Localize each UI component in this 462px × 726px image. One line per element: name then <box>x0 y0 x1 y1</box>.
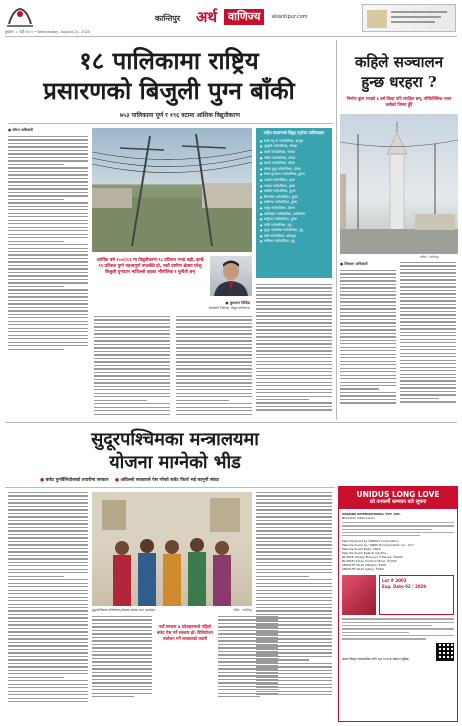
list-item: ● नाम्खा गाउँपालिका, हुम्ला <box>259 184 329 190</box>
ad-header <box>339 487 457 509</box>
list-item: ● खर्पुनाथ गाउँपालिका, हुम्ला <box>259 217 329 223</box>
mid-bullets: ● बजेट पुनर्विनियोजको तयारीमा सरकार ● अघिल्लो सरकारले पेस गरेको बजेट फिर्ता भई कानुनी संकट <box>40 478 219 483</box>
list-item: ● कालिकोट गाउँपालिका, कालिकोट <box>259 212 329 218</box>
ad-product-image <box>342 575 376 615</box>
mid-headline-line2: योजना माग्नेको भीड <box>109 452 241 473</box>
quote-title: कार्यकारी निर्देशक, विद्युत प्राधिकरण <box>208 306 250 310</box>
list-item: ● ताँसेन गाउँपालिका, दोल्पा <box>259 156 329 162</box>
ad-item: BLUSSE (Grape Flavour) 3 Pieces: ₹2000 <box>342 555 403 560</box>
lead-headline-line1: १८ पालिकामा राष्ट्रिय <box>79 46 259 75</box>
mid-headline-line1: सुदूरपश्चिमका मन्त्रालयमा <box>91 429 259 450</box>
list-item: ● छार्का गाउँपालिका, दोल्पा <box>259 161 329 167</box>
lead-headline <box>10 46 328 106</box>
mid-photo-caption: सुदूरपश्चिमको मन्त्रिपरिषद् बैठकमा योजना माग्न आउनेहरू <box>92 608 156 612</box>
ad-item: Manufactured Date: 2024 <box>342 547 381 552</box>
ad-company-1: GRANDE INTERNATIONAL PVT. LTD. <box>342 512 401 516</box>
list-item: ● मुगुम कार्मारोङ गाउँपालिका, मुगु <box>259 228 329 234</box>
mid-bullet-2: अघिल्लो सरकारले पेस गरेको बजेट फिर्ता भई कानुनी संकट <box>120 478 219 483</box>
list-item: ● सिमकोट गाउँपालिका, हुम्ला <box>259 195 329 201</box>
list-item: ● डोल्पो बुद्ध गाउँपालिका, दोल्पा <box>259 167 329 173</box>
list-item: ● मालिका गाउँपालिका, मुगु <box>259 239 329 245</box>
list-item: ● आदर्श गाउँपालिका, हुम्ला <box>259 178 329 184</box>
site-logo-ekantipur <box>5 6 35 28</box>
ad-item: Manufactured Date 8 months <box>342 551 387 556</box>
lead-body-col1 <box>8 136 88 352</box>
right-photo-dharahara <box>340 114 458 254</box>
qr-code-icon[interactable] <box>436 643 454 661</box>
ad-manufactured-by: Manufactured by UNIDUS Corporation <box>342 539 399 544</box>
section-logo-arth: अर्थ <box>196 8 218 26</box>
lead-subheadline: ७५३ पालिकामा पूर्ण र १९६ वटामा आंशिक विद्युतीकरण <box>120 112 240 119</box>
mid-photo-credit: तस्बिर : कान्तिपुर <box>233 608 252 612</box>
right-headline-line1: कहिले सञ्चालन <box>354 53 444 71</box>
right-subheadline: निर्माण कुरा भएको ६ वर्ष बित्दा पनि संरक्षित छन्, पोलिटेक्निक भवन कसैको जिम्मा हुँदै <box>346 96 452 107</box>
website-label[interactable]: ekantipur.com <box>272 14 308 20</box>
ad-exp-date: Exp. Date 02 / 2029 <box>382 584 427 590</box>
right-byline: ● शिवराम अधिकारी <box>340 262 368 266</box>
ad-lot-box <box>379 575 454 615</box>
kantipur-wordmark: कान्तिपुर <box>155 13 181 23</box>
remaining-box-title: राष्ट्रिय प्रसारणको विद्युत् नपुगेका पालिकाहरू <box>263 130 325 135</box>
date-line: बुधबार, ८ भदौ २०८१ • Wednesday, August 21, 2024 <box>5 30 91 34</box>
list-item: ● केलो सुन्दरवन गाउँपालिका, हुम्ला <box>259 172 329 178</box>
mid-bullet-1: बजेट पुनर्विनियोजको तयारीमा सरकार <box>45 478 109 483</box>
list-item: ● काँके गाउँपालिका, मुगु <box>259 223 329 229</box>
lead-photo-power-lines <box>92 128 252 252</box>
lead-highlight-text: आर्थिक वर्ष २०८०/८१ मा विद्युतीकरण ९८ प्रतिशत भन्दा बढी, झन्डै ९९ प्रतिशत पुग्ने महत्त्वपूर्ण उपलब्धि हो, यस्तै ग्रामीण क्षेत्रमा घरेलु बिजुली पुर्‍याउन माथिल्लो तहका भौगोलिक र चुनौती छन् <box>96 258 204 275</box>
masthead <box>0 0 462 38</box>
section-logo-banijya: वाणिज्य <box>224 9 264 25</box>
remaining-palika-box <box>256 128 332 278</box>
mid-photo-crowd <box>92 492 252 606</box>
list-item: ● तर्जुब गाउँपालिका, दोल्पा <box>259 206 329 212</box>
list-item: ● धार्ची गाउँपालिका, गोरखा <box>259 150 329 156</box>
quote-person: ● कुलमान घिसिङ <box>225 301 250 305</box>
list-item: ● सर्खे ज्यू मा गाउँपालिका, बाजुरा <box>259 139 329 145</box>
ad-footer-note: अथवा विस्तृत जानकारीका लागि QR CODE स्क्यान गर्नुहोस्। <box>342 656 410 661</box>
lead-byline: ● सौरभ अधिकारी <box>8 128 33 132</box>
portrait-kulman-ghising <box>210 256 252 296</box>
ad-brand-line1: UNIDUS LONG LOVE <box>356 490 440 499</box>
right-photo-credit: तस्बिर : कान्तिपुर <box>420 255 439 259</box>
list-item: ● चंखेली गाउँपालिका, हुम्ला <box>259 189 329 195</box>
ad-item: BLUSSE (Close Control Ultra): ₹1000 <box>342 559 397 564</box>
mid-pull-quote: नयाँ सरकार ७ प्रदेशहरुमध्ये पहिलो बजेट पेस गर्ने सरकार हो। विनियोजन संशोधन गर्ने सरकारको तयारी <box>156 624 213 641</box>
right-headline-line2: हुन्छ धरहरा ? <box>361 73 437 91</box>
ad-lot-no: Lot # 2003 <box>382 578 407 584</box>
ad-company-2: Bhotahiti, Kathmandu <box>342 516 375 520</box>
advertisement-unidus[interactable] <box>338 486 458 722</box>
remaining-palika-list <box>259 139 329 245</box>
ad-brand-line2: को वनकर्मी कम्प्यान बारे सूचना <box>369 499 427 505</box>
ad-item: Manufactured by "UNIDUS Corporation Co., Ltd" <box>342 543 414 548</box>
right-headline <box>340 52 458 92</box>
list-item: ● सर्खेगाड गाउँपालिका, हुम्ला <box>259 200 329 206</box>
mid-headline <box>60 428 290 474</box>
lead-headline-line2: प्रसारणको बिजुली पुग्न बाँकी <box>43 76 295 105</box>
list-item: ● पुस्कुरी गाउँपालिका, गोरखा <box>259 144 329 150</box>
list-item: ● ठोले गाउँपालिका, डडेल्धुरा <box>259 234 329 240</box>
masthead-ad-box <box>362 4 456 32</box>
ad-item: SMOOTH SILKY (Mixed): ₹300 <box>342 563 387 568</box>
ad-item: SMOOTH SILKY (Jelly): ₹400 <box>342 567 384 572</box>
